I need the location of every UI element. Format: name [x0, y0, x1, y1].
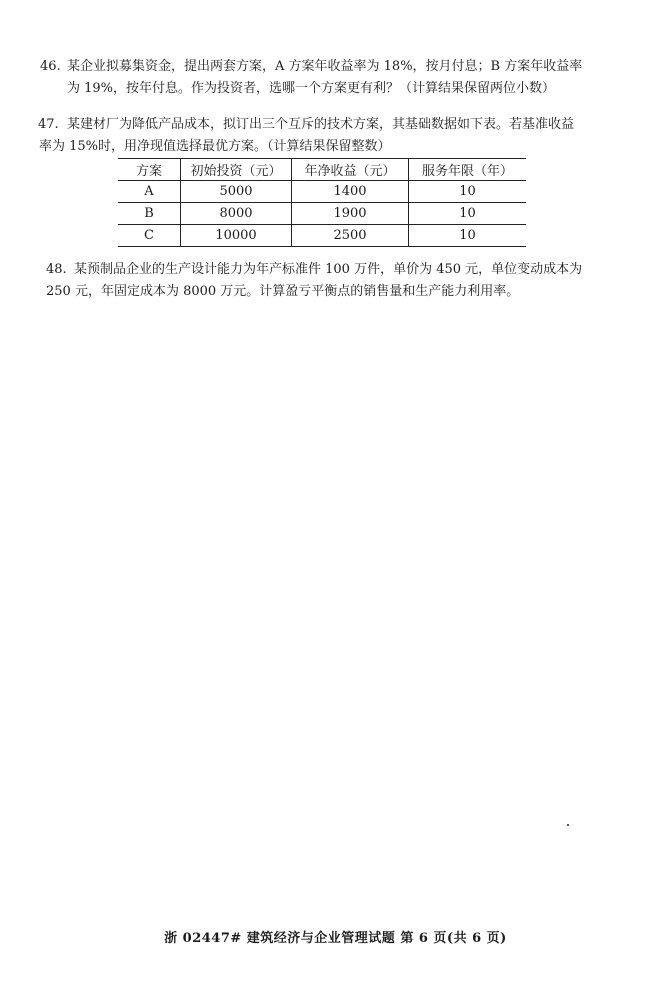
table-cell: 10000: [181, 225, 292, 247]
table-cell: 1900: [292, 203, 409, 225]
table-row: [118, 181, 526, 203]
table-cell: 8000: [181, 203, 292, 225]
question-line: 某建材厂为降低产品成本，拟订出三个互斥的技术方案，其基础数据如下表。若基准收益: [67, 117, 575, 132]
table-cell: 2500: [292, 225, 409, 247]
question-line: 率为 15%时，用净现值选择最优方案。（计算结果保留整数）: [39, 139, 391, 154]
table-cell: 10: [409, 203, 527, 225]
question-text: [46, 259, 626, 303]
question-number: 48.: [46, 262, 67, 277]
table-row: [118, 225, 526, 247]
question-number: 47.: [38, 117, 59, 132]
question-text: [40, 56, 620, 100]
table-cell: A: [118, 181, 181, 203]
question-line: 某企业拟募集资金，提出两套方案，A 方案年收益率为 18%，按月付息；B 方案年收益率: [67, 59, 583, 74]
question-line: 250 元，年固定成本为 8000 万元。计算盈亏平衡点的销售量和生产能力利用率。: [46, 284, 520, 299]
column-header-plan: 方案: [118, 159, 181, 181]
question-48: [46, 259, 626, 303]
table-cell: C: [118, 225, 181, 247]
table-cell: B: [118, 203, 181, 225]
column-header-annual-net-income: 年净收益（元）: [292, 159, 409, 181]
question-47: [38, 114, 628, 158]
question-line: 为 19%，按年付息。作为投资者，选哪一个方案更有利？（计算结果保留两位小数）: [67, 81, 556, 96]
question-text: [38, 114, 628, 158]
table-row: [118, 203, 526, 225]
table-cell: 1400: [292, 181, 409, 203]
question-number: 46.: [40, 59, 61, 74]
table-cell: 5000: [181, 181, 292, 203]
column-header-service-life: 服务年限（年）: [409, 159, 527, 181]
page-footer: 浙 02447# 建筑经济与企业管理试题 第 6 页(共 6 页): [164, 931, 507, 946]
question-46: [40, 56, 620, 100]
column-header-initial-investment: 初始投资（元）: [181, 159, 292, 181]
table-cell: 10: [409, 181, 527, 203]
table-header-row: [118, 159, 526, 181]
technical-plans-table: [118, 158, 526, 247]
question-line: 某预制品企业的生产设计能力为年产标准件 100 万件，单价为 450 元，单位变动成本为: [74, 262, 583, 277]
scan-speck: [567, 824, 569, 826]
table-cell: 10: [409, 225, 527, 247]
